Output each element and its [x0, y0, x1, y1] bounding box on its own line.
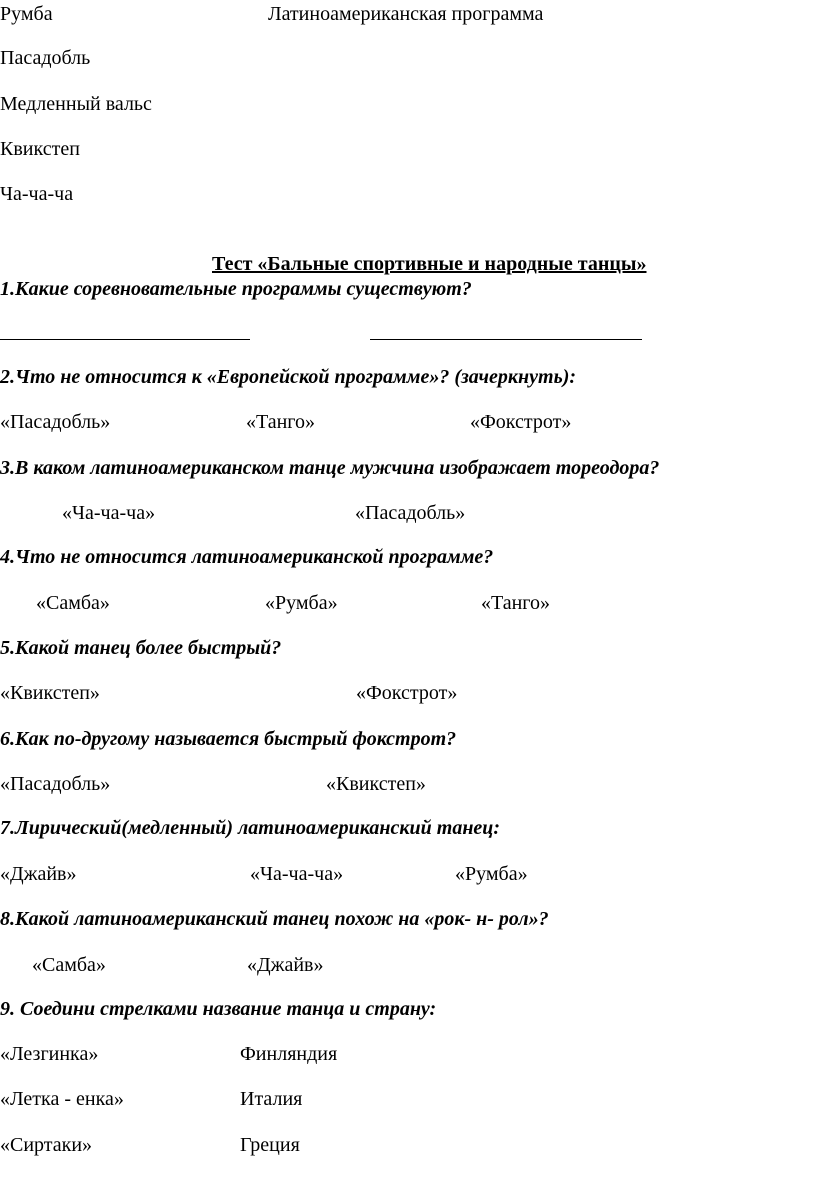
top-item-slow-waltz: Медленный вальс	[0, 93, 152, 115]
q4-option-3: «Танго»	[481, 592, 551, 614]
match-country-2: Италия	[240, 1088, 303, 1110]
q5-option-2: «Фокстрот»	[356, 682, 458, 704]
answer-line-1[interactable]	[0, 339, 250, 340]
q7-option-3: «Румба»	[455, 863, 528, 885]
top-item-quickstep: Квикстеп	[0, 138, 80, 160]
q5-option-1: «Квикстеп»	[0, 682, 100, 704]
q2-option-1: «Пасадобль»	[0, 411, 111, 433]
q8-option-2: «Джайв»	[247, 954, 324, 976]
latin-program-label: Латиноамериканская программа	[268, 3, 544, 25]
match-country-3: Греция	[240, 1134, 300, 1156]
question-5: 5.Какой танец более быстрый?	[0, 637, 282, 659]
question-4: 4.Что не относится латиноамериканской программе?	[0, 546, 494, 568]
q6-option-2: «Квикстеп»	[326, 773, 426, 795]
q4-option-1: «Самба»	[36, 592, 110, 614]
q4-option-2: «Румба»	[265, 592, 338, 614]
question-8: 8.Какой латиноамериканский танец похож на «рок- н- рол»?	[0, 908, 549, 930]
match-dance-2: «Летка - енка»	[0, 1088, 124, 1110]
question-9: 9. Соедини стрелками название танца и страну:	[0, 998, 437, 1020]
q3-option-1: «Ча-ча-ча»	[62, 502, 156, 524]
match-dance-3: «Сиртаки»	[0, 1134, 93, 1156]
top-item-cha-cha-cha: Ча-ча-ча	[0, 183, 74, 205]
question-1: 1.Какие соревновательные программы существуют?	[0, 278, 472, 300]
q2-option-2: «Танго»	[246, 411, 316, 433]
top-item-pasodoble: Пасадобль	[0, 47, 91, 69]
question-3: 3.В каком латиноамериканском танце мужчина изображает тореодора?	[0, 457, 660, 479]
question-7: 7.Лирический(медленный) латиноамериканский танец:	[0, 817, 501, 839]
question-2: 2.Что не относится к «Европейской программе»? (зачеркнуть):	[0, 366, 577, 388]
q7-option-1: «Джайв»	[0, 863, 77, 885]
q6-option-1: «Пасадобль»	[0, 773, 111, 795]
match-country-1: Финляндия	[240, 1043, 338, 1065]
q3-option-2: «Пасадобль»	[355, 502, 466, 524]
q2-option-3: «Фокстрот»	[470, 411, 572, 433]
q8-option-1: «Самба»	[32, 954, 106, 976]
top-item-rumba: Румба	[0, 3, 53, 25]
question-6: 6.Как по-другому называется быстрый фокстрот?	[0, 728, 457, 750]
test-title: Тест «Бальные спортивные и народные танцы»	[212, 253, 647, 275]
q7-option-2: «Ча-ча-ча»	[250, 863, 344, 885]
match-dance-1: «Лезгинка»	[0, 1043, 99, 1065]
answer-line-2[interactable]	[370, 339, 642, 340]
